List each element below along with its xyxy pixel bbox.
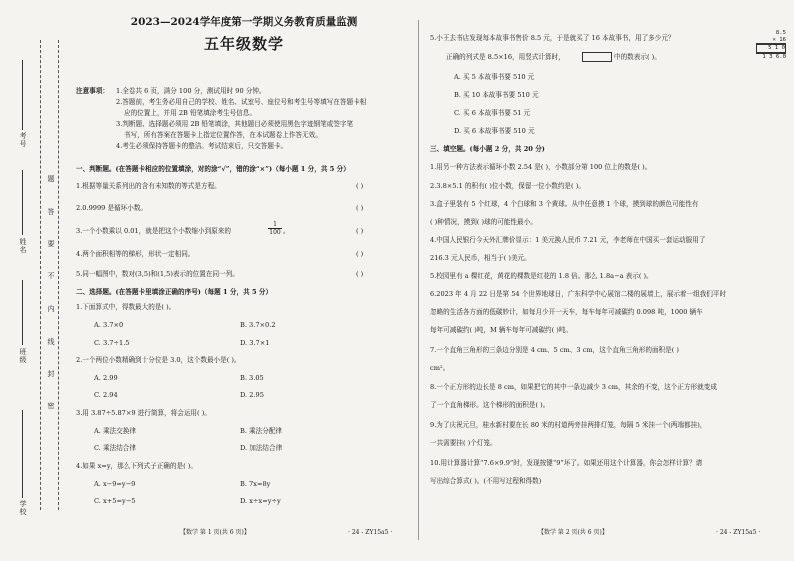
choice-option[interactable]: D. 买 6 本故事书要 510 元 — [454, 127, 535, 135]
choice-option[interactable]: D. 2.95 — [240, 391, 264, 399]
notice-line: 书写，所有答案在答题卡上指定位置作答，在本试题卷上作答无效。 — [124, 131, 322, 139]
seal-char: 答 — [47, 208, 55, 216]
footer-page-label: 【数学 第 1 页(共 6 页)】 — [180, 529, 250, 536]
fill-line: cm²。 — [430, 364, 450, 372]
seal-line-outer — [40, 40, 41, 510]
vertical-calculation — [756, 30, 786, 60]
fraction — [268, 221, 282, 236]
seal-char: 密 — [47, 402, 55, 410]
fill-line: 4.中国人民银行今天外汇牌价显示：1 美元换人民币 7.21 元，李老师在中国买一套运动服用了 — [430, 236, 706, 244]
label-exam-number: 考号 — [19, 132, 27, 148]
judge-item-1: 1.根据等量关系列出的含有未知数的等式是方程。 — [76, 182, 221, 190]
judge-answer-3[interactable]: ( ) — [356, 227, 364, 235]
fill-line: 5.校园里有 a 棵红花，黄花的棵数是红花的 1.8 倍。那么 1.8a−a 表示( )。 — [430, 272, 653, 280]
notice-label: 注意事项： — [76, 87, 109, 95]
choice-option[interactable]: D. 3.7×1 — [240, 339, 270, 347]
notice-line: 4.考生必须保持答题卡的整洁。考试结束后，只交答题卡。 — [116, 142, 288, 150]
fill-line: 了一个直角梯形。这个梯形的面积是( )。 — [430, 401, 550, 409]
page-divider — [418, 20, 419, 540]
label-class: 班级 — [19, 348, 27, 364]
choice-option[interactable]: A. 2.99 — [94, 374, 118, 382]
judge-answer-4[interactable]: ( ) — [356, 250, 364, 258]
calc-row: 8.5 — [775, 30, 786, 36]
choice-option[interactable]: C. 乘法结合律 — [94, 444, 136, 452]
label-school: 学校 — [19, 500, 27, 516]
choice-stem-4: 4.如果 x=y，那么下列式子正确的是( )。 — [76, 462, 197, 470]
fill-line: 10.用计算器计算“7.6×9.9”时，发现按键“9”坏了。如果还用这个计算器，你会怎样计算？请 — [430, 459, 703, 467]
page-2 — [428, 0, 790, 561]
exam-title: 2023—2024学年度第一学期义务教育质量监测 — [130, 16, 358, 28]
fill-line: 每年可减碳约( )吨，M 辆车每年可减碳约( )吨。 — [430, 326, 573, 334]
judge-answer-2[interactable]: ( ) — [356, 204, 364, 212]
judge-item-2: 2.0.9999 是循环小数。 — [76, 204, 148, 212]
notice-line: 2.答题前，考生务必用自己的学校、姓名、试室号、座位号和考生号等填写在答题卡相 — [116, 98, 367, 106]
choice-option[interactable]: C. x+5=y−5 — [94, 497, 136, 505]
notice-line: 1.全卷共 6 页，满分 100 分，测试用时 90 分钟。 — [116, 87, 266, 95]
school-line[interactable] — [22, 410, 24, 498]
choice-option[interactable]: A. x−9=y−9 — [94, 480, 136, 488]
exam-subject: 五年级数学 — [203, 35, 284, 53]
seal-char: 题 — [47, 175, 55, 183]
choice-option[interactable]: C. 3.7÷1.5 — [94, 339, 130, 347]
section-3-heading: 三、填空题。(每小题 2 分，共 20 分) — [430, 145, 545, 153]
choice-option[interactable]: C. 2.94 — [94, 391, 118, 399]
calc-row: 1 3 6.0 — [756, 53, 786, 61]
fill-line: 6.2023 年 4 月 22 日是第 54 个世界地球日，广东科学中心展馆二楼的展墙上，展示着一组我们平时 — [430, 290, 727, 298]
choice-stem-5-cont: 正确的列式是 8.5×16，用竖式计算时， — [446, 53, 565, 61]
choice-option[interactable]: D. 加法结合律 — [240, 444, 283, 452]
fill-line: 1.用另一种方法表示循环小数 2.54 是( )，小数部分第 100 位上的数是( )。 — [430, 163, 652, 171]
fill-line: ( )种情况，摸到( )球的可能性最小。 — [430, 218, 537, 226]
fill-line: 忽略的生活各方面的低碳妙计，如每月少开一天车，每车每年可减碳约 0.098 吨，1000 辆车 — [430, 308, 703, 316]
judge-item-5: 5.同一幅图中，数对(3,5)和(1,5)表示的位置在同一列。 — [76, 270, 239, 278]
fill-line: 3.盒子里装有 5 个红球，4 个白球和 3 个黄球。从中任意摸 1 个球，摸到球的颜色可能性有 — [430, 200, 699, 208]
choice-option[interactable]: B. 乘法分配律 — [240, 427, 283, 435]
fill-line: 8.一个正方形的边长是 8 cm，如果把它的其中一条边减少 3 cm，其余的不变，这个正方形就变成 — [430, 383, 717, 391]
fraction-denominator: 100 — [269, 229, 281, 236]
label-name: 姓名 — [19, 238, 27, 254]
choice-option[interactable]: B. 3.05 — [240, 374, 264, 382]
choice-option[interactable]: B. 3.7×0.2 — [240, 321, 276, 329]
choice-option[interactable]: C. 买 6 本故事书要 51 元 — [454, 109, 531, 117]
choice-stem-1: 1.下面算式中，得数最大的是( )。 — [76, 303, 176, 311]
footer-page-label: 【数学 第 2 页(共 6 页)】 — [538, 529, 608, 536]
choice-option[interactable]: A. 乘法交换律 — [94, 427, 136, 435]
choice-option[interactable]: A. 3.7×0 — [94, 321, 124, 329]
choice-option[interactable]: B. 买 10 本故事书要 510 元 — [454, 91, 539, 99]
seal-char: 要 — [47, 240, 55, 248]
choice-stem-5-cont2: 中的数表示( )。 — [614, 53, 661, 61]
choice-stem-3: 3.用 3.87÷5.87×9 进行简算，将会运用( )。 — [76, 409, 211, 417]
notice-line: 应的位置上，并用 2B 铅笔填涂考生号信息。 — [124, 109, 256, 117]
seal-line-inner — [58, 40, 59, 510]
fill-line: 一共需要挂( )个灯笼。 — [430, 439, 497, 447]
choice-option[interactable]: A. 买 5 本故事书要 510 元 — [454, 73, 535, 81]
fill-line: 2.3.8×5.1 的积有( )位小数，保留一位小数约是( )。 — [430, 182, 585, 190]
calc-row-boxed: 5 1 0 — [756, 44, 786, 53]
highlight-box — [582, 52, 612, 62]
choice-stem-5: 5.小王去书店发现每本故事书售价 8.5 元，于是就买了 16 本故事书，用了多少元？ — [430, 34, 675, 42]
section-1-heading: 一、判断题。(在答题卡相应的位置填涂，对的涂“√”，错的涂“×”)（每小题 1 分，共 5 分） — [76, 165, 350, 173]
choice-option[interactable]: B. 7x=8y — [240, 480, 271, 488]
judge-item-4: 4.两个面积相等的梯形，形状一定相同。 — [76, 250, 195, 258]
seal-char: 封 — [47, 370, 55, 378]
fill-line: 9.为了庆祝元旦，桂水新村要在长 80 米的村道两旁挂两排灯笼，每隔 5 米挂一个(两端都挂)， — [430, 421, 707, 429]
choice-stem-2: 2.一个两位小数精确到十分位是 3.0，这个数最小是( )。 — [76, 356, 241, 364]
binding-margin — [0, 0, 70, 561]
calc-row: × 16 — [756, 37, 786, 45]
judge-item-3: 3.一个小数乘以 0.01，就是把这个小数缩小到原来的 — [76, 227, 231, 235]
fill-line: 写出综合算式( )。(不用写过程和得数) — [430, 477, 542, 485]
seal-char: 线 — [47, 338, 55, 346]
judge-answer-1[interactable]: ( ) — [356, 182, 364, 190]
page-1 — [72, 0, 416, 561]
choice-option[interactable]: D. x÷x=y÷y — [240, 497, 281, 505]
footer-code: · 24 - ZY15a5 · — [716, 529, 761, 536]
period: 。 — [283, 227, 290, 235]
seal-char: 内 — [47, 305, 55, 313]
footer-code: · 24 - ZY15a5 · — [348, 529, 393, 536]
exam-number-line[interactable] — [22, 60, 24, 130]
seal-char: 不 — [47, 272, 55, 280]
fill-line: 7.一个直角三角形的三条边分别是 4 cm、5 cm、3 cm，这个直角三角形的面积是( ) — [430, 346, 679, 354]
section-2-heading: 二、选择题。(在答题卡里填涂正确的序号)（每题 1 分，共 5 分） — [76, 288, 273, 296]
judge-answer-5[interactable]: ( ) — [356, 270, 364, 278]
fill-line: 216.3 元人民币，相当于( )美元。 — [430, 254, 531, 262]
class-line[interactable] — [22, 280, 24, 345]
notice-line: 3.判断题、选择题必须用 2B 铅笔填涂，其他题目必须使用黑色字迹钢笔或签字笔 — [116, 120, 354, 128]
name-line[interactable] — [22, 170, 24, 235]
fraction-numerator: 1 — [268, 221, 282, 229]
